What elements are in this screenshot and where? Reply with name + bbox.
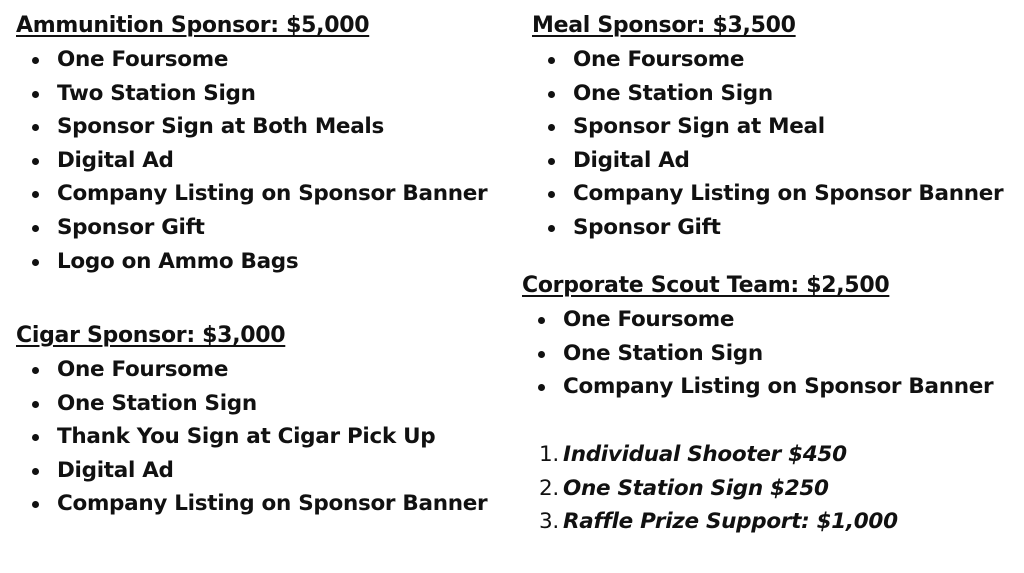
list-item (532, 211, 1003, 245)
bullet-icon (548, 57, 555, 64)
bullet-icon (32, 401, 39, 408)
list-item-text: One Foursome (57, 357, 229, 382)
list-item-text: Individual Shooter $450 (563, 442, 847, 467)
list-number: 2. (539, 475, 559, 501)
bullet-icon (32, 57, 39, 64)
bullet-icon (32, 468, 39, 475)
list-item (539, 505, 898, 539)
list-item-text: Sponsor Sign at Both Meals (57, 114, 384, 140)
list-item-text: Digital Ad (57, 147, 174, 173)
bullet-icon (538, 317, 545, 324)
ammunition-sponsor-heading: Ammunition Sponsor: $5,000 (16, 13, 370, 38)
bullet-icon (32, 158, 39, 165)
bullet-icon (32, 191, 39, 198)
list-item (522, 370, 993, 404)
bullet-icon (32, 434, 39, 441)
bullet-icon (32, 225, 39, 232)
ammunition-sponsor-list (16, 43, 487, 278)
list-item (532, 77, 1003, 111)
list-number: 1. (539, 442, 559, 467)
bullet-icon (538, 384, 545, 391)
bullet-icon (548, 124, 555, 131)
list-item (539, 438, 898, 472)
list-item (532, 177, 1003, 211)
list-item-text: Raffle Prize Support: $1,000 (563, 509, 898, 535)
ammunition-sponsor-section (16, 12, 487, 278)
extras-section (539, 438, 898, 539)
extras-list (539, 438, 898, 539)
list-item-text: Thank You Sign at Cigar Pick Up (57, 424, 436, 450)
list-item (16, 487, 487, 521)
list-item (16, 387, 487, 421)
meal-sponsor-list (532, 43, 1003, 245)
list-item (16, 43, 487, 77)
list-item (532, 110, 1003, 144)
list-item (16, 144, 487, 178)
list-item-text: Sponsor Sign at Meal (573, 114, 825, 140)
list-item-text: Sponsor Gift (573, 214, 721, 240)
bullet-icon (32, 367, 39, 374)
list-item (16, 211, 487, 245)
corporate-scout-section (522, 272, 993, 404)
list-item-text: One Foursome (563, 307, 735, 332)
list-item-text: One Station Sign $250 (563, 475, 829, 501)
bullet-icon (538, 351, 545, 358)
bullet-icon (32, 501, 39, 508)
list-item-text: Company Listing on Sponsor Banner (57, 491, 488, 517)
list-item (16, 353, 487, 387)
list-item (16, 245, 487, 279)
bullet-icon (32, 259, 39, 266)
list-item-text: One Foursome (573, 47, 745, 72)
list-item-text: One Foursome (57, 47, 229, 72)
bullet-icon (548, 158, 555, 165)
bullet-icon (32, 91, 39, 98)
list-item-text: Digital Ad (573, 147, 690, 173)
bullet-icon (548, 191, 555, 198)
list-item-text: Digital Ad (57, 457, 174, 483)
list-item (16, 177, 487, 211)
list-item (16, 454, 487, 488)
list-item-text: One Station Sign (573, 80, 773, 106)
list-item (532, 43, 1003, 77)
list-item (16, 110, 487, 144)
cigar-sponsor-list (16, 353, 487, 521)
bullet-icon (32, 124, 39, 131)
list-item-text: Company Listing on Sponsor Banner (563, 374, 994, 400)
list-item (16, 420, 487, 454)
list-item-text: One Station Sign (57, 390, 257, 416)
list-item-text: Two Station Sign (57, 80, 256, 106)
meal-sponsor-heading: Meal Sponsor: $3,500 (532, 13, 796, 38)
list-item (522, 337, 993, 371)
list-item (16, 77, 487, 111)
list-item-text: Sponsor Gift (57, 214, 205, 240)
corporate-scout-heading: Corporate Scout Team: $2,500 (522, 273, 890, 298)
bullet-icon (548, 91, 555, 98)
bullet-icon (548, 225, 555, 232)
list-item-text: Company Listing on Sponsor Banner (57, 181, 488, 207)
list-number: 3. (539, 509, 559, 535)
list-item-text: Company Listing on Sponsor Banner (573, 181, 1004, 207)
cigar-sponsor-heading: Cigar Sponsor: $3,000 (16, 323, 286, 348)
cigar-sponsor-section (16, 322, 487, 521)
list-item-text: One Station Sign (563, 340, 763, 366)
corporate-scout-list (522, 303, 993, 404)
meal-sponsor-section (532, 12, 1003, 245)
list-item-text: Logo on Ammo Bags (57, 248, 299, 274)
list-item (532, 144, 1003, 178)
list-item (539, 472, 898, 506)
list-item (522, 303, 993, 337)
